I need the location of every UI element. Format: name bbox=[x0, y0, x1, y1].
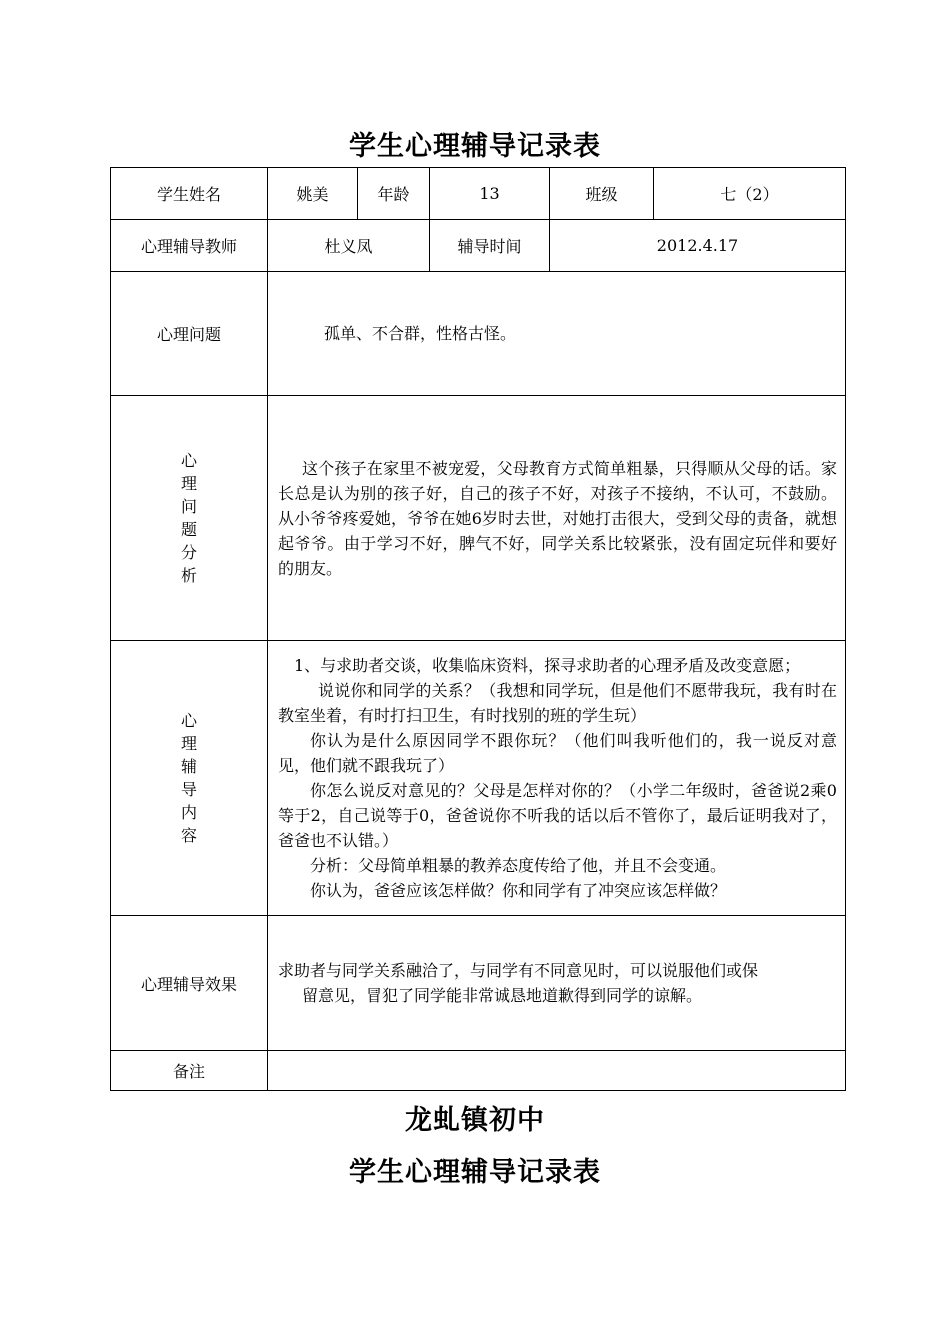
content-label-char: 心 bbox=[180, 711, 197, 730]
school-name: 龙虬镇初中 bbox=[405, 1105, 545, 1136]
analysis-label-char: 心 bbox=[180, 451, 197, 470]
student-name-label: 学生姓名 bbox=[111, 168, 268, 220]
row-analysis bbox=[111, 396, 846, 641]
remark-value bbox=[268, 1051, 846, 1091]
analysis-label bbox=[111, 396, 268, 641]
content-label-char: 导 bbox=[180, 780, 197, 799]
problem-value: 孤单、不合群，性格古怪。 bbox=[268, 272, 846, 396]
row-problem bbox=[111, 272, 846, 396]
row-remark bbox=[111, 1051, 846, 1091]
problem-label: 心理问题 bbox=[111, 272, 268, 396]
content-label-char: 内 bbox=[180, 803, 197, 822]
analysis-label-char: 理 bbox=[180, 474, 197, 493]
record-table bbox=[110, 167, 846, 1091]
remark-label: 备注 bbox=[111, 1051, 268, 1091]
content-paragraph: 分析：父母简单粗暴的教养态度传给了他，并且不会变通。 bbox=[310, 856, 727, 875]
student-name-value: 姚美 bbox=[268, 168, 358, 220]
row-teacher-info bbox=[111, 220, 846, 272]
document-title: 学生心理辅导记录表 bbox=[349, 131, 601, 162]
content-label-char: 容 bbox=[180, 826, 197, 845]
analysis-text: 这个孩子在家里不被宠爱，父母教育方式简单粗暴，只得顺从父母的话。家长总是认为别的孩子好，自己的孩子不好，对孩子不接纳，不认可，不鼓励。从小爷爷疼爱她，爷爷在她6岁时去世，对她打击很大，受到父母的责备，就想起爷爷。由于学习不好，脾气不好，同学关系比较紧张，没有固定玩伴和要好的朋友。 bbox=[278, 458, 837, 578]
time-label: 辅导时间 bbox=[430, 220, 550, 272]
row-student-info bbox=[111, 168, 846, 220]
content-paragraph: 你怎么说反对意见的？父母是怎样对你的？（小学二年级时，爸爸说2乘0等于2，自己说等于0，爸爸说你不听我的话以后不管你了，最后证明我对了，爸爸也不认错。） bbox=[278, 781, 837, 850]
next-form-title: 学生心理辅导记录表 bbox=[349, 1157, 601, 1188]
effect-line: 留意见，冒犯了同学能非常诚恳地道歉得到同学的谅解。 bbox=[302, 986, 703, 1005]
content-label-char: 辅 bbox=[180, 757, 197, 776]
content-paragraph: 你认为，爸爸应该怎样做？你和同学有了冲突应该怎样做？ bbox=[310, 881, 727, 900]
teacher-value: 杜义凤 bbox=[268, 220, 430, 272]
content-label-char: 理 bbox=[180, 734, 197, 753]
analysis-cell bbox=[268, 396, 846, 641]
age-label: 年龄 bbox=[358, 168, 430, 220]
analysis-label-char: 问 bbox=[180, 497, 197, 516]
row-effect bbox=[111, 916, 846, 1051]
analysis-label-char: 题 bbox=[180, 520, 197, 539]
content-paragraph: 你认为是什么原因同学不跟你玩？（他们叫我听他们的，我一说反对意见，他们就不跟我玩了） bbox=[278, 731, 837, 775]
content-cell bbox=[268, 641, 846, 916]
effect-line: 求助者与同学关系融洽了，与同学有不同意见时，可以说服他们或保 bbox=[278, 961, 759, 980]
content-paragraph: 说说你和同学的关系？（我想和同学玩，但是他们不愿带我玩，我有时在教室坐着，有时打扫卫生，有时找别的班的学生玩） bbox=[278, 681, 837, 725]
time-value: 2012.4.17 bbox=[550, 220, 846, 272]
age-value: 13 bbox=[430, 168, 550, 220]
content-label bbox=[111, 641, 268, 916]
class-value: 七（2） bbox=[654, 168, 846, 220]
analysis-label-char: 分 bbox=[180, 543, 197, 562]
content-paragraph: 1、与求助者交谈，收集临床资料，探寻求助者的心理矛盾及改变意愿； bbox=[294, 656, 801, 675]
teacher-label: 心理辅导教师 bbox=[111, 220, 268, 272]
class-label: 班级 bbox=[550, 168, 654, 220]
row-content bbox=[111, 641, 846, 916]
effect-label: 心理辅导效果 bbox=[111, 916, 268, 1051]
analysis-label-char: 析 bbox=[180, 566, 197, 585]
effect-cell bbox=[268, 916, 846, 1051]
